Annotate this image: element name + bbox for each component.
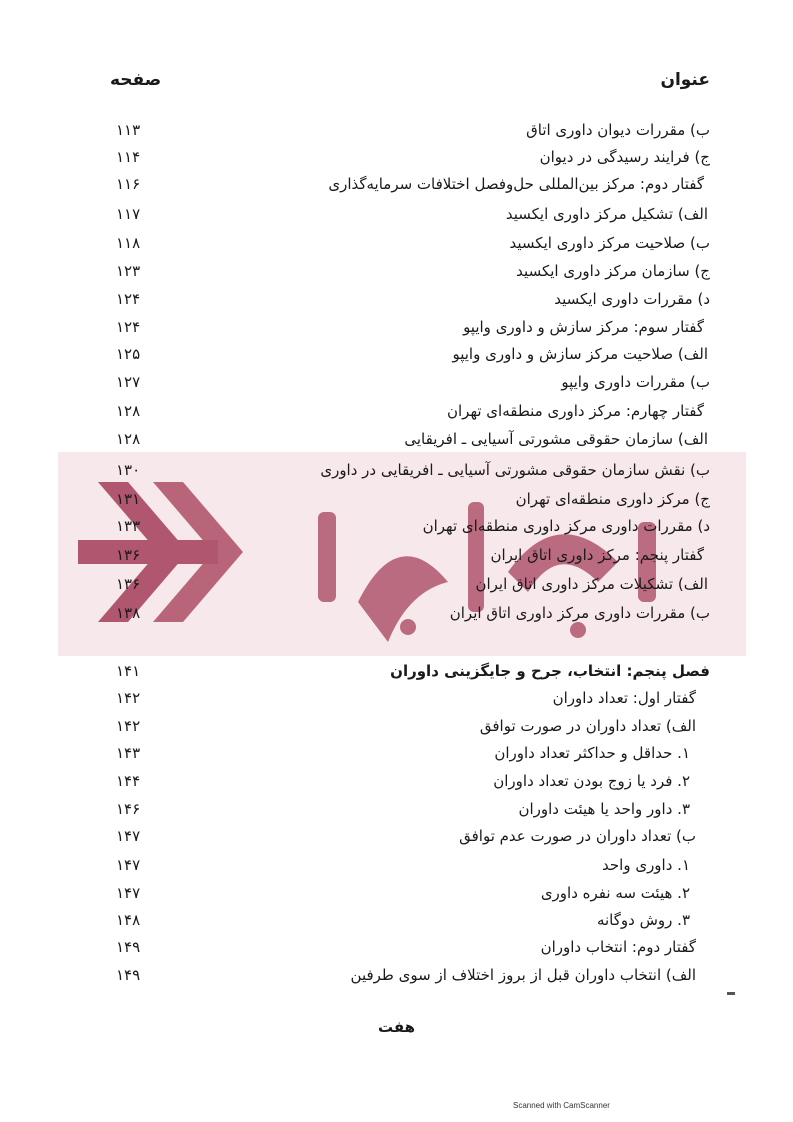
toc-entry: [110, 148, 710, 172]
toc-entry-page: ۱۴۹: [116, 938, 141, 956]
toc-entry-title: ج) سازمان مرکز داوری ایکسید: [516, 262, 710, 280]
toc-entry-title: ۲. فرد یا زوج بودن تعداد داوران: [493, 772, 690, 790]
toc-entry-title: الف) تعداد داوران در صورت توافق: [479, 717, 696, 735]
toc-entry: [110, 938, 710, 962]
toc-entry: [110, 717, 710, 741]
scanner-note: Scanned with CamScanner: [513, 1101, 610, 1110]
scan-mark: [727, 992, 735, 995]
toc-entry: [110, 604, 710, 628]
toc-entry: [110, 402, 710, 426]
toc-entry: [110, 911, 710, 935]
toc-entry-title: گفتار پنجم: مرکز داوری اتاق ایران: [490, 546, 704, 564]
toc-entry: [110, 966, 710, 990]
toc-entry: [110, 689, 710, 713]
toc-entry-page: ۱۱۸: [116, 234, 141, 252]
toc-entry-title: د) مقررات داوری ایکسید: [554, 290, 710, 308]
toc-entry-title: ۱. داوری واحد: [602, 856, 690, 874]
toc-entry: [110, 318, 710, 342]
page-number: هفت: [377, 1018, 416, 1036]
toc-entry: [110, 827, 710, 851]
toc-entry-page: ۱۱۶: [116, 175, 141, 193]
toc-entry-title: ۳. داور واحد یا هیئت داوران: [518, 800, 690, 818]
toc-entry: [110, 517, 710, 541]
toc-entry-title: گفتار دوم: انتخاب داوران: [540, 938, 696, 956]
toc-entry-chapter: [110, 662, 710, 686]
toc-entry-title: ۲. هیئت سه نفره داوری: [540, 884, 690, 902]
toc-entry-title: الف) سازمان حقوقی مشورتی آسیایی ـ افریقایی: [404, 430, 708, 448]
toc-entry: [110, 800, 710, 824]
toc-entry-title: ب) نقش سازمان حقوقی مشورتی آسیایی ـ افریقایی در داوری: [320, 461, 710, 479]
toc-entry-title: ب) صلاحیت مرکز داوری ایکسید: [509, 234, 710, 252]
toc-entry-title: گفتار دوم: مرکز بین‌المللی حل‌وفصل اختلافات سرمایه‌گذاری: [328, 175, 704, 193]
toc-entry-page: ۱۴۷: [116, 884, 141, 902]
toc-entry-page: ۱۱۷: [116, 205, 141, 223]
toc-entry-page: ۱۴۳: [116, 744, 141, 762]
toc-entry-title: الف) انتخاب داوران قبل از بروز اختلاف از سوی طرفین: [350, 966, 696, 984]
toc-entry-title: الف) تشکیلات مرکز داوری اتاق ایران: [475, 575, 708, 593]
toc-entry-title: گفتار اول: تعداد داوران: [552, 689, 696, 707]
toc-entry-title: فصل پنجم: انتخاب، جرح و جایگزینی داوران: [390, 662, 710, 680]
toc-entry: [110, 856, 710, 880]
toc-entry: [110, 546, 710, 570]
toc-entry: [110, 234, 710, 258]
toc-entry: [110, 121, 710, 145]
page-column-heading: صفحه: [110, 70, 162, 90]
toc-entry-page: ۱۲۵: [116, 345, 141, 363]
toc-entry-page: ۱۱۴: [116, 148, 141, 166]
toc-entry-title: ب) مقررات دیوان داوری اتاق: [526, 121, 710, 139]
toc-entry-title: ج) فرایند رسیدگی در دیوان: [539, 148, 710, 166]
toc-entry-title: د) مقررات داوری مرکز داوری منطقه‌ای تهران: [422, 517, 710, 535]
toc-entry-page: ۱۴۷: [116, 827, 141, 845]
toc-entry-page: ۱۳۸: [116, 604, 141, 622]
toc-entry-title: الف) تشکیل مرکز داوری ایکسید: [505, 205, 708, 223]
toc-entry-page: ۱۴۲: [116, 717, 141, 735]
toc-entry-page: ۱۳۱: [116, 490, 141, 508]
toc-entry-page: ۱۴۸: [116, 911, 141, 929]
toc-entry-title: ج) مرکز داوری منطقه‌ای تهران: [515, 490, 710, 508]
toc-entry-title: گفتار چهارم: مرکز داوری منطقه‌ای تهران: [446, 402, 704, 420]
toc-entry-page: ۱۲۴: [116, 318, 141, 336]
toc-entry-title: ب) مقررات داوری مرکز داوری اتاق ایران: [449, 604, 710, 622]
toc-entry-page: ۱۴۴: [116, 772, 141, 790]
toc-entry-title: گفتار سوم: مرکز سازش و داوری وایپو: [463, 318, 704, 336]
toc-entry-page: ۱۲۳: [116, 262, 141, 280]
toc-entry: [110, 290, 710, 314]
toc-entry: [110, 345, 710, 369]
toc-entry-page: ۱۴۲: [116, 689, 141, 707]
toc-entry-page: ۱۴۹: [116, 966, 141, 984]
toc-entry-title: ۳. روش دوگانه: [596, 911, 690, 929]
toc-entry-title: ۱. حداقل و حداکثر تعداد داوران: [494, 744, 690, 762]
title-column-heading: عنوان: [660, 70, 710, 90]
toc-entry-page: ۱۴۶: [116, 800, 141, 818]
toc-entry-page: ۱۳۶: [116, 546, 141, 564]
toc-entry-page: ۱۱۳: [116, 121, 141, 139]
toc-entry-page: ۱۳۶: [116, 575, 141, 593]
toc-entry-page: ۱۲۸: [116, 430, 141, 448]
toc-entry-page: ۱۲۸: [116, 402, 141, 420]
toc-entry-title: ب) تعداد داوران در صورت عدم توافق: [459, 827, 696, 845]
toc-entry-title: ب) مقررات داوری وایپو: [561, 373, 710, 391]
toc-entry: [110, 205, 710, 229]
toc-entry: [110, 262, 710, 286]
toc-entry-page: ۱۴۷: [116, 856, 141, 874]
toc-entry: [110, 772, 710, 796]
toc-entry: [110, 430, 710, 454]
toc-entry: [110, 175, 710, 199]
toc-entry-page: ۱۳۰: [116, 461, 141, 479]
toc-entry-title: الف) صلاحیت مرکز سازش و داوری وایپو: [452, 345, 708, 363]
toc-entry-page: ۱۴۱: [116, 662, 141, 680]
toc-entry: [110, 373, 710, 397]
toc-entry-page: ۱۲۷: [116, 373, 141, 391]
toc-entry: [110, 744, 710, 768]
toc-entry: [110, 884, 710, 908]
toc-entry-page: ۱۲۴: [116, 290, 141, 308]
toc-entry: [110, 490, 710, 514]
toc-entry-page: ۱۳۳: [116, 517, 141, 535]
toc-entry: [110, 461, 710, 485]
toc-entry: [110, 575, 710, 599]
